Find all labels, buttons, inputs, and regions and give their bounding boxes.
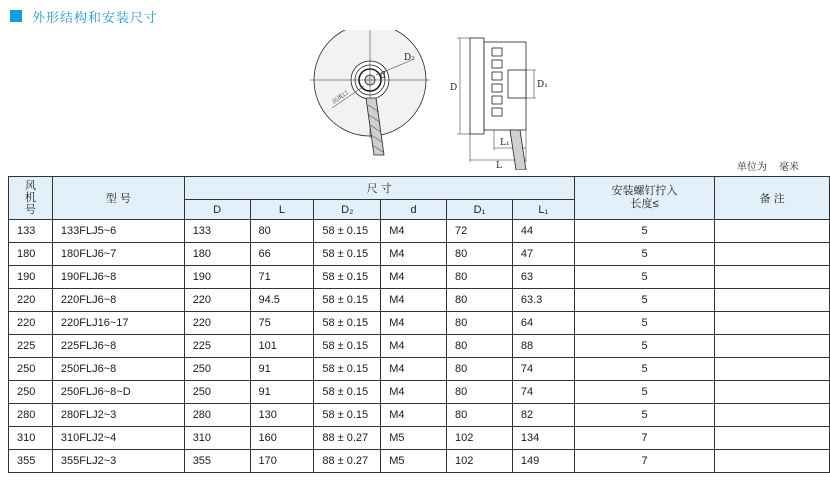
section-header	[10, 7, 158, 25]
header-size-group: 尺 寸	[184, 177, 574, 200]
header-size-D2: D₂	[314, 200, 381, 220]
cell-l1: 74	[512, 381, 574, 404]
cell-note	[715, 427, 830, 450]
cell-model: 355FLJ2~3	[52, 450, 184, 473]
cell-d: 310	[184, 427, 250, 450]
cell-d1: 80	[447, 358, 513, 381]
cell-d2: 58 ± 0.15	[314, 381, 381, 404]
cell-d1: 80	[447, 381, 513, 404]
label-l1: L₁	[500, 138, 510, 148]
cell-l: 71	[250, 266, 314, 289]
cell-d: M5	[381, 450, 447, 473]
cell-model: 280FLJ2~3	[52, 404, 184, 427]
cell-d2: 88 ± 0.27	[314, 450, 381, 473]
cell-d1: 102	[447, 427, 513, 450]
cell-model: 180FLJ6~7	[52, 243, 184, 266]
header-fan-no: 风机号	[9, 177, 53, 220]
cell-d1: 80	[447, 289, 513, 312]
cell-no: 190	[9, 266, 53, 289]
cell-no: 133	[9, 220, 53, 243]
cell-d2: 58 ± 0.15	[314, 358, 381, 381]
label-l: L	[496, 161, 502, 170]
cell-d: M4	[381, 220, 447, 243]
cell-d: 250	[184, 381, 250, 404]
cell-screw: 5	[574, 335, 715, 358]
cell-screw: 5	[574, 266, 715, 289]
cell-d1: 80	[447, 312, 513, 335]
unit-note	[737, 158, 799, 173]
header-size-D: D	[184, 200, 250, 220]
cell-d: 250	[184, 358, 250, 381]
cell-model: 190FLJ6~8	[52, 266, 184, 289]
cell-screw: 5	[574, 381, 715, 404]
cell-d2: 58 ± 0.15	[314, 335, 381, 358]
table-row	[9, 243, 830, 266]
label-D: D	[450, 83, 458, 93]
cell-d1: 80	[447, 335, 513, 358]
cell-no: 280	[9, 404, 53, 427]
cell-d: 225	[184, 335, 250, 358]
table-row	[9, 427, 830, 450]
label-d1: D₁	[537, 80, 548, 90]
cell-d1: 80	[447, 243, 513, 266]
cell-d: M4	[381, 289, 447, 312]
cell-d: 355	[184, 450, 250, 473]
cell-l1: 47	[512, 243, 574, 266]
cell-d: M4	[381, 404, 447, 427]
table-row	[9, 358, 830, 381]
cell-l1: 44	[512, 220, 574, 243]
cell-d: M4	[381, 266, 447, 289]
cell-d: 280	[184, 404, 250, 427]
cell-screw: 5	[574, 220, 715, 243]
cell-note	[715, 266, 830, 289]
front-view	[310, 30, 430, 155]
cell-no: 225	[9, 335, 53, 358]
side-view	[457, 38, 536, 170]
cell-note	[715, 312, 830, 335]
outlet-note: 出风口	[331, 89, 350, 106]
cell-no: 220	[9, 289, 53, 312]
label-d2: D₂	[404, 53, 415, 63]
cell-l1: 64	[512, 312, 574, 335]
table-row	[9, 335, 830, 358]
table-row	[9, 381, 830, 404]
header-model: 型 号	[52, 177, 184, 220]
cell-d2: 58 ± 0.15	[314, 243, 381, 266]
cell-no: 250	[9, 358, 53, 381]
cell-screw: 7	[574, 450, 715, 473]
cell-note	[715, 450, 830, 473]
cell-d1: 72	[447, 220, 513, 243]
cell-no: 180	[9, 243, 53, 266]
cell-d: M5	[381, 427, 447, 450]
cell-d: M4	[381, 335, 447, 358]
cell-d: 220	[184, 289, 250, 312]
cell-no: 250	[9, 381, 53, 404]
cell-model: 220FLJ16~17	[52, 312, 184, 335]
cell-l1: 63.3	[512, 289, 574, 312]
cell-l1: 149	[512, 450, 574, 473]
cell-model: 133FLJ5~6	[52, 220, 184, 243]
cell-l: 75	[250, 312, 314, 335]
cell-model: 310FLJ2~4	[52, 427, 184, 450]
cell-d2: 58 ± 0.15	[314, 404, 381, 427]
cell-d: 220	[184, 312, 250, 335]
table-row	[9, 450, 830, 473]
section-title: 外形结构和安装尺寸	[32, 10, 159, 26]
table-row	[9, 220, 830, 243]
cell-note	[715, 404, 830, 427]
cell-d1: 80	[447, 266, 513, 289]
cell-l: 170	[250, 450, 314, 473]
cell-l: 91	[250, 358, 314, 381]
cell-note	[715, 335, 830, 358]
unit-label: 单位为	[737, 162, 767, 173]
header-screw: 安装螺钉拧入长度≤	[574, 177, 715, 220]
cell-l: 66	[250, 243, 314, 266]
cell-l: 91	[250, 381, 314, 404]
cell-d: M4	[381, 358, 447, 381]
cell-d: 180	[184, 243, 250, 266]
cell-d: 190	[184, 266, 250, 289]
cell-l: 80	[250, 220, 314, 243]
cell-screw: 5	[574, 289, 715, 312]
cell-note	[715, 243, 830, 266]
cell-l: 101	[250, 335, 314, 358]
unit-value: 毫米	[779, 162, 799, 173]
cell-model: 225FLJ6~8	[52, 335, 184, 358]
spec-table	[8, 176, 830, 473]
cell-d: 133	[184, 220, 250, 243]
cell-d2: 58 ± 0.15	[314, 289, 381, 312]
cell-note	[715, 358, 830, 381]
cell-d2: 58 ± 0.15	[314, 266, 381, 289]
header-size-d: d	[381, 200, 447, 220]
cell-screw: 7	[574, 427, 715, 450]
cell-l: 94.5	[250, 289, 314, 312]
cell-l: 160	[250, 427, 314, 450]
section-marker-icon	[10, 10, 22, 22]
cell-model: 220FLJ6~8	[52, 289, 184, 312]
cell-note	[715, 381, 830, 404]
fan-drawing	[300, 30, 560, 170]
cell-d: M4	[381, 312, 447, 335]
cell-no: 355	[9, 450, 53, 473]
table-row	[9, 289, 830, 312]
cell-no: 310	[9, 427, 53, 450]
cell-screw: 5	[574, 358, 715, 381]
cell-d2: 58 ± 0.15	[314, 220, 381, 243]
header-size-L: L	[250, 200, 314, 220]
cell-screw: 5	[574, 243, 715, 266]
cell-d2: 88 ± 0.27	[314, 427, 381, 450]
header-note: 备 注	[715, 177, 830, 220]
cell-l1: 74	[512, 358, 574, 381]
cell-note	[715, 220, 830, 243]
cell-screw: 5	[574, 404, 715, 427]
header-size-L1: L₁	[512, 200, 574, 220]
cell-d1: 80	[447, 404, 513, 427]
cell-l1: 134	[512, 427, 574, 450]
cell-l: 130	[250, 404, 314, 427]
cell-model: 250FLJ6~8	[52, 358, 184, 381]
table-row	[9, 312, 830, 335]
cell-d: M4	[381, 243, 447, 266]
cell-no: 220	[9, 312, 53, 335]
cell-l1: 63	[512, 266, 574, 289]
cell-d2: 58 ± 0.15	[314, 312, 381, 335]
cell-d1: 102	[447, 450, 513, 473]
table-row	[9, 266, 830, 289]
cell-model: 250FLJ6~8~D	[52, 381, 184, 404]
cell-d: M4	[381, 381, 447, 404]
cell-screw: 5	[574, 312, 715, 335]
cell-l1: 88	[512, 335, 574, 358]
header-size-D1: D₁	[447, 200, 513, 220]
table-row	[9, 404, 830, 427]
label-d: d	[380, 71, 386, 81]
cell-l1: 82	[512, 404, 574, 427]
cell-note	[715, 289, 830, 312]
